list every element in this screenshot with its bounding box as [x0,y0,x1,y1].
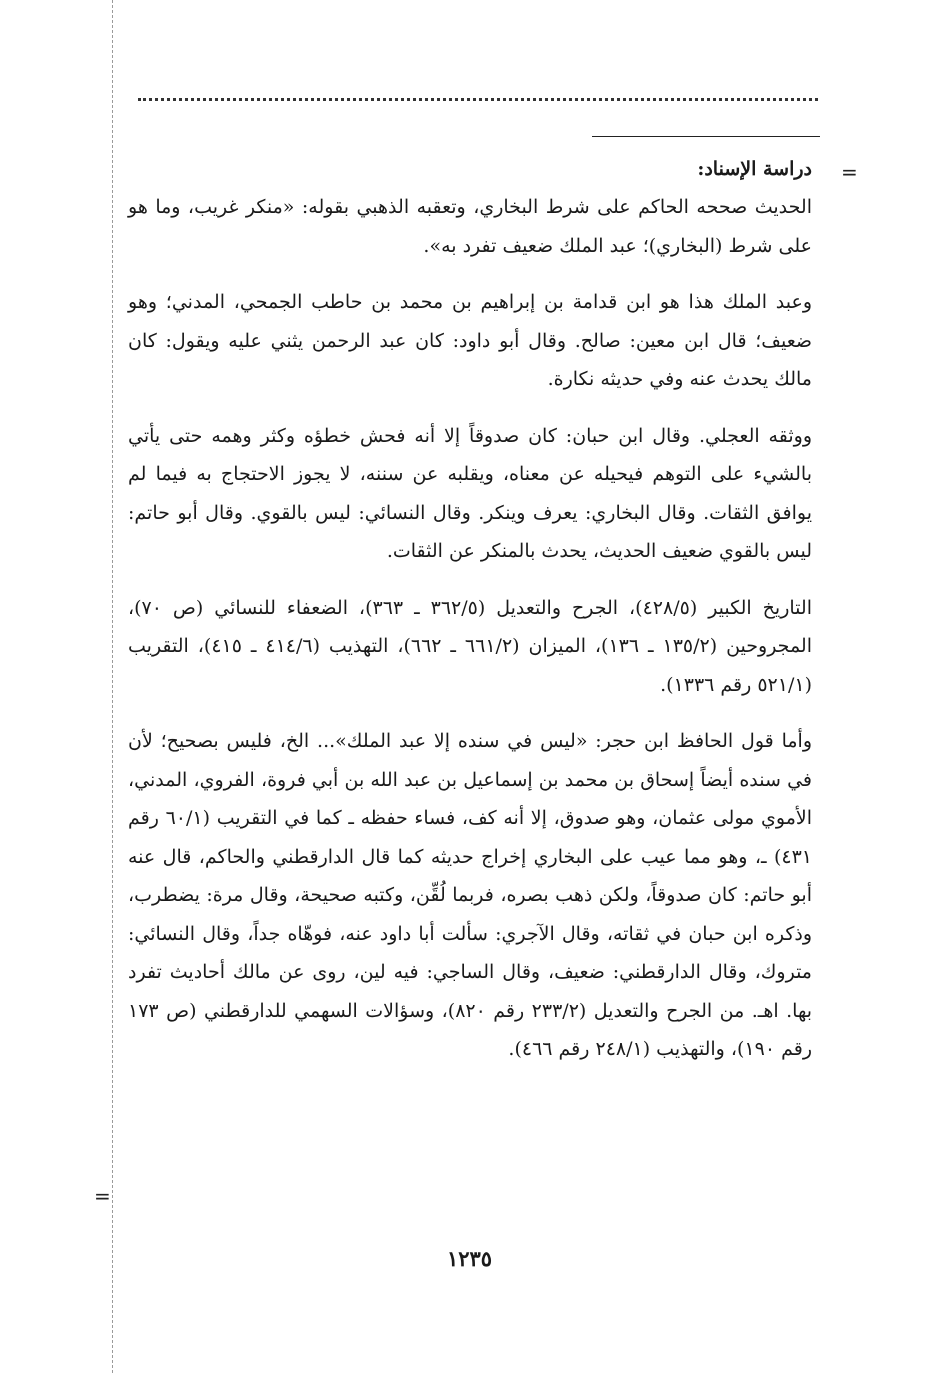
margin-continuation-mark-bottom: = [94,1184,111,1208]
section-heading: دراسة الإسناد: [697,158,812,180]
paragraph-references: التاريخ الكبير (٤٢٨/٥)، الجرح والتعديل (٣٦٢/٥ ـ ٣٦٣)، الضعفاء للنسائي (ص ٧٠)، المجروحين (١٣٥/٢ ـ ١٣٦)، الميزان (٦٦١/٢ ـ ٦٦٢)، التهذيب (٤١٤/٦ ـ ٤١٥)، التقريب (٥٢١/١ رقم ١٣٣٦). [128,596,813,696]
paragraph-ibn-hajar-rebuttal: وأما قول الحافظ ابن حجر: «ليس في سنده إلا عبد الملك»... الخ، فليس بصحيح؛ لأن في سنده أيضاً إسحاق بن محمد بن إسماعيل بن عبد الله بن أبي فروة، الفروي، المدني، الأموي مولى عثمان، وهو صدوق، إلا أنه كف، فساء حفظه ـ كما في التقريب (٦٠/١ رقم ٤٣١) ـ، وهو مما عيب على البخاري إخراج حديثه كما قال الدارقطني والحاكم، قال عنه أبو حاتم: كان صدوقاً، ولكن ذهب بصره، فربما لُقِّن، وكتبه صحيحة، وقال مرة: يضطرب، وذكره ابن حبان في ثقاته، وقال الآجري: سألت أبا داود عنه، فوهّاه جداً، وقال النسائي: متروك، وقال الدارقطني: ضعيف، وقال الساجي: فيه لين، روى عن مالك أحاديث تفرد بها. اهـ. من الجرح والتعديل (٢٣٣/٢ رقم ٨٢٠)، وسؤالات السهمي للدارقطني (ص ١٧٣ رقم ١٩٠)، والتهذيب (٢٤٨/١ رقم ٤٦٦). [128,730,812,1060]
paragraph-abdulmalik-identity: وعبد الملك هذا هو ابن قدامة بن إبراهيم بن محمد بن حاطب الجمحي، المدني؛ وهو ضعيف؛ قال ابن معين: صالح. وقال أبو داود: كان عبد الرحمن يثني عليه ويقول: كان مالك يحدث عنه وفي حديثه نكارة. [128,291,812,390]
paragraph-hadith-grading: الحديث صححه الحاكم على شرط البخاري، وتعقبه الذهبي بقوله: «منكر غريب، وما هو على شرط (البخاري)؛ عبد الملك ضعيف تفرد به». [128,196,812,257]
section-separator-rule [592,136,820,137]
margin-continuation-mark-top: = [841,160,858,184]
binding-guide-line [112,0,113,1373]
page-number: ١٢٣٥ [446,1246,493,1271]
page-body [128,150,812,1087]
header-dotted-rule [138,98,818,101]
paragraph-critics-opinions: ووثقه العجلي. وقال ابن حبان: كان صدوقاً إلا أنه فحش خطؤه وكثر وهمه حتى يأتي بالشيء على التوهم فيحيله عن معناه، ويقلبه عن سننه، لا يجوز الاحتجاج به فيما لم يوافق الثقات. وقال البخاري: يعرف وينكر. وقال النسائي: ليس بالقوي. وقال أبو حاتم: ليس بالقوي ضعيف الحديث، يحدث بالمنكر عن الثقات. [128,424,812,562]
